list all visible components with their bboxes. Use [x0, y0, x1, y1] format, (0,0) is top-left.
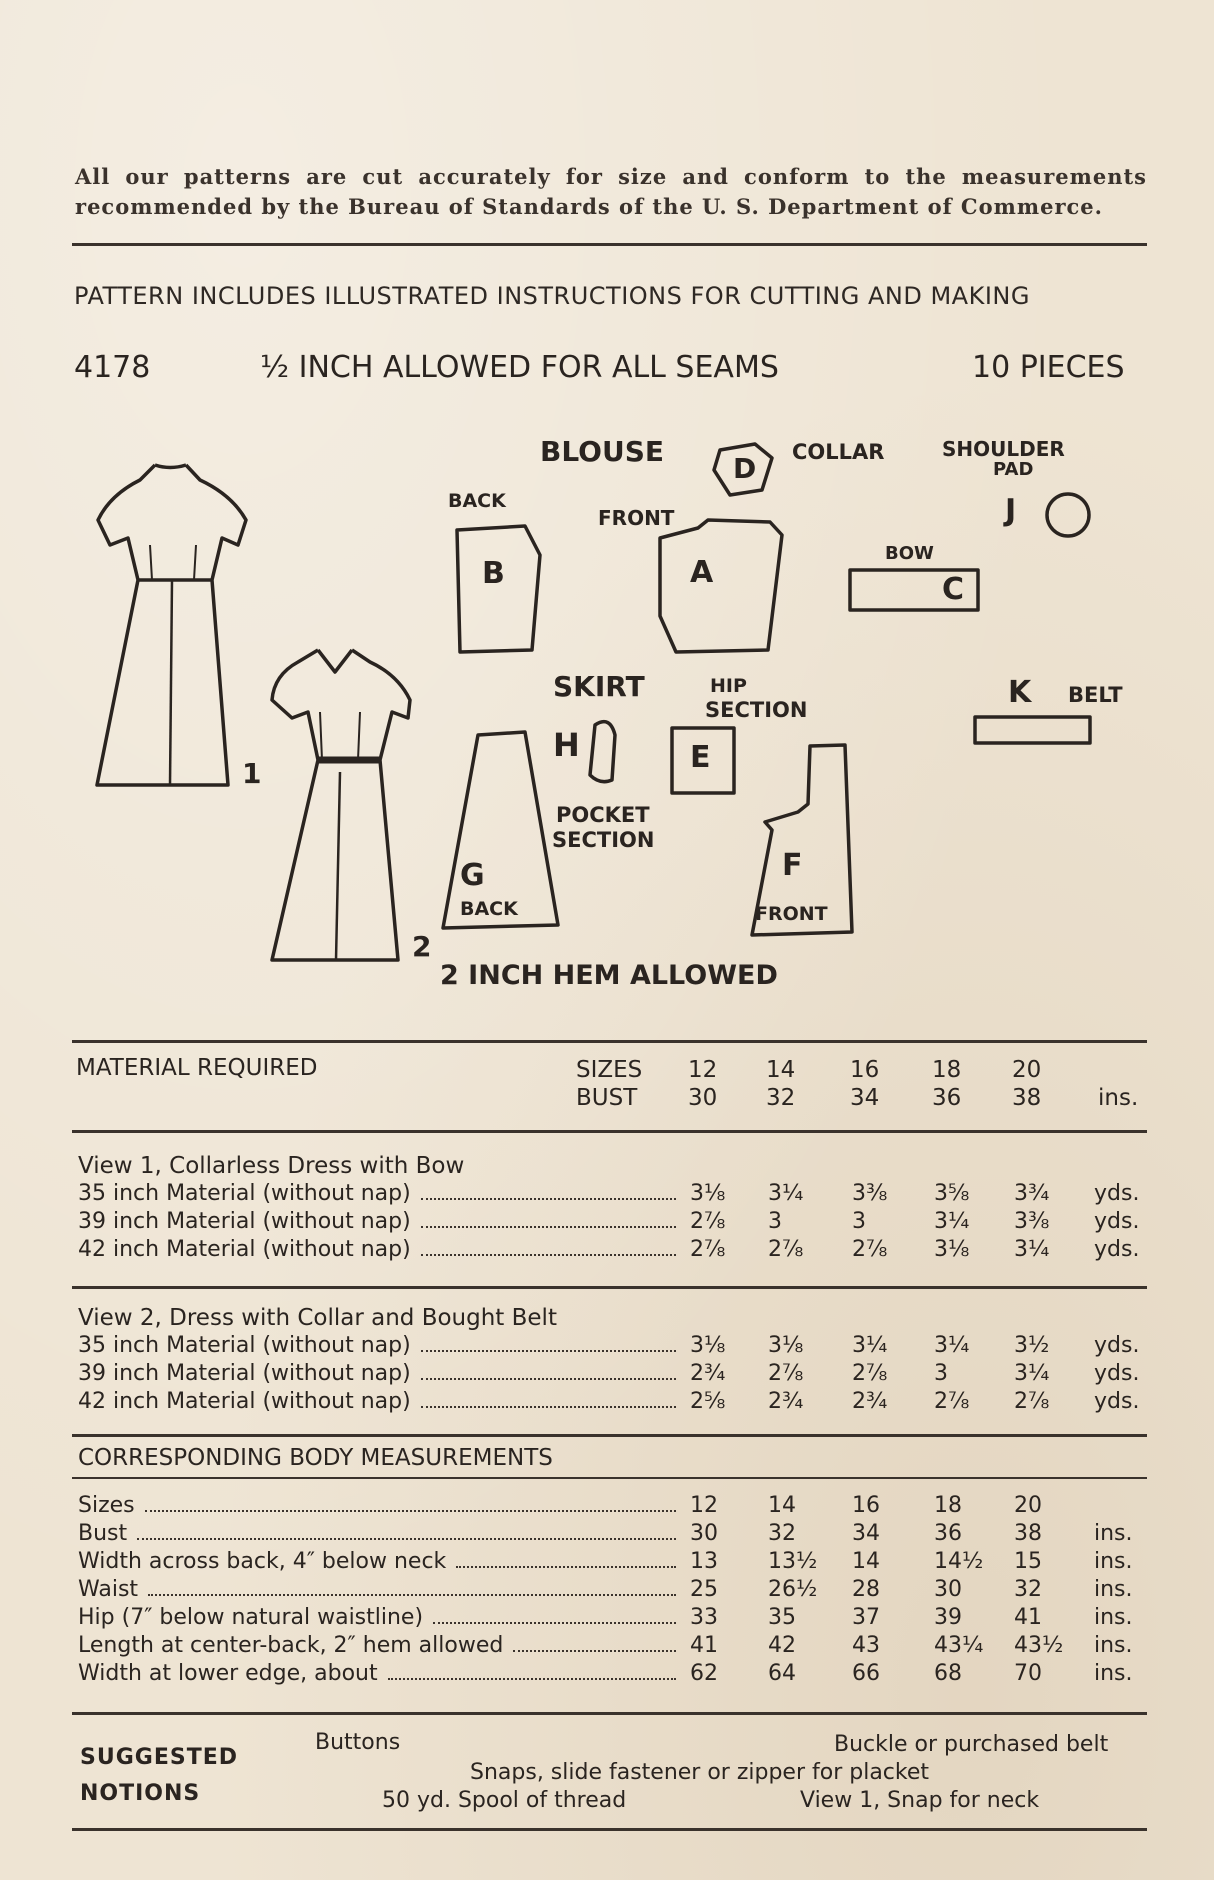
row-value: 2⅞ [690, 1209, 726, 1234]
view1-number: 1 [242, 757, 262, 790]
row-value: 14½ [934, 1549, 984, 1574]
bust-col: 36 [932, 1085, 962, 1111]
instructions-header: PATTERN INCLUDES ILLUSTRATED INSTRUCTIONS FOR CUTTING AND MAKING [74, 282, 1030, 310]
divider [72, 1130, 1147, 1133]
table-row [78, 1521, 1150, 1549]
notions-title [80, 1740, 238, 1812]
row-value: 3½ [1014, 1333, 1050, 1358]
pocket-label-1: POCKET [556, 803, 650, 827]
row-value: 32 [1014, 1577, 1042, 1602]
belt-label: BELT [1068, 683, 1123, 707]
leader-dots [421, 1378, 676, 1380]
table-row [78, 1633, 1150, 1661]
row-value: 14 [768, 1493, 796, 1518]
sizes-label: SIZES [576, 1057, 643, 1083]
table-row [78, 1333, 1150, 1361]
row-value: 36 [934, 1521, 962, 1546]
row-unit: ins. [1094, 1521, 1133, 1546]
row-value: 39 [934, 1605, 962, 1630]
table-row [78, 1209, 1150, 1237]
view1-title: View 1, Collarless Dress with Bow [78, 1153, 465, 1179]
piece-letter-c: C [942, 572, 965, 607]
row-value: 37 [852, 1605, 880, 1630]
notion-snap-neck: View 1, Snap for neck [800, 1788, 1040, 1813]
row-value: 2⅞ [690, 1237, 726, 1262]
row-value: 15 [1014, 1549, 1042, 1574]
piece-a-blouse-front [660, 520, 782, 652]
blouse-back-label: BACK [448, 490, 506, 512]
leader-dots [421, 1406, 676, 1408]
piece-letter-j: J [1005, 493, 1017, 528]
piece-count: 10 PIECES [972, 350, 1125, 385]
row-unit: yds. [1094, 1209, 1140, 1234]
row-value: 42 [768, 1633, 796, 1658]
row-value: 41 [1014, 1605, 1042, 1630]
blouse-front-label: FRONT [598, 506, 675, 530]
notion-buttons: Buttons [315, 1730, 401, 1755]
row-description: 35 inch Material (without nap) [78, 1181, 411, 1206]
row-value: 2⅞ [852, 1237, 888, 1262]
hip-label-1: HIP [710, 675, 747, 697]
row-unit: yds. [1094, 1181, 1140, 1206]
divider [72, 1434, 1147, 1437]
leader-dots [421, 1254, 676, 1256]
row-value: 18 [934, 1493, 962, 1518]
row-unit: ins. [1094, 1661, 1133, 1686]
row-value: 20 [1014, 1493, 1042, 1518]
hip-label-2: SECTION [705, 698, 808, 722]
view1-dress-illustration [97, 465, 246, 785]
row-value: 2¾ [768, 1389, 804, 1414]
row-value: 43 [852, 1633, 880, 1658]
row-value: 2⅞ [934, 1389, 970, 1414]
divider [72, 1477, 1147, 1479]
row-value: 2⅞ [1014, 1389, 1050, 1414]
row-value: 43¼ [934, 1633, 984, 1658]
intro-text: All our patterns are cut accurately for size and conform to the measurements recommended by the Bureau of Standards of the U. S. Department of Commerce. [75, 164, 1147, 219]
notions-title-line1: SUGGESTED [80, 1745, 238, 1770]
piece-h-pocket [590, 722, 615, 782]
divider [72, 1828, 1147, 1831]
bust-label: BUST [576, 1085, 638, 1111]
collar-label: COLLAR [792, 440, 885, 464]
piece-letter-k: K [1008, 675, 1032, 710]
row-description: Bust [78, 1521, 128, 1546]
skirt-label: SKIRT [553, 670, 645, 703]
leader-dots [433, 1622, 676, 1624]
row-unit: ins. [1094, 1549, 1133, 1574]
row-value: 70 [1014, 1661, 1042, 1686]
table-row [78, 1605, 1150, 1633]
pattern-number: 4178 [74, 350, 151, 385]
notion-buckle: Buckle or purchased belt [834, 1732, 1109, 1757]
leader-dots [421, 1226, 676, 1228]
row-value: 38 [1014, 1521, 1042, 1546]
notions-title-line2: NOTIONS [80, 1781, 201, 1806]
table-row [78, 1181, 1150, 1209]
notion-thread: 50 yd. Spool of thread [382, 1788, 627, 1813]
table-row [78, 1549, 1150, 1577]
row-value: 3¼ [1014, 1361, 1050, 1386]
view2-number: 2 [412, 930, 432, 963]
view2-title: View 2, Dress with Collar and Bought Belt [78, 1305, 557, 1331]
table-row [78, 1661, 1150, 1689]
row-value: 64 [768, 1661, 796, 1686]
shoulder-pad-label-2: PAD [993, 459, 1034, 480]
row-value: 13½ [768, 1549, 818, 1574]
row-value: 28 [852, 1577, 880, 1602]
row-value: 16 [852, 1493, 880, 1518]
unit-label: ins. [1098, 1085, 1139, 1111]
row-value: 2¾ [852, 1389, 888, 1414]
bust-col: 38 [1012, 1085, 1042, 1111]
leader-dots [513, 1650, 676, 1652]
row-value: 3¼ [768, 1181, 804, 1206]
row-value: 35 [768, 1605, 796, 1630]
row-description: 39 inch Material (without nap) [78, 1361, 411, 1386]
row-value: 3 [852, 1209, 866, 1234]
piece-letter-b: B [482, 556, 505, 591]
piece-letter-d: D [733, 452, 757, 485]
divider [72, 1040, 1147, 1043]
view2-dress-illustration [272, 650, 410, 960]
leader-dots [148, 1594, 676, 1596]
table-row [78, 1237, 1150, 1265]
row-unit: ins. [1094, 1633, 1133, 1658]
row-unit: yds. [1094, 1389, 1140, 1414]
row-value: 3¼ [1014, 1237, 1050, 1262]
row-value: 2⅝ [690, 1389, 726, 1414]
pocket-label-2: SECTION [552, 828, 655, 852]
bust-col: 30 [688, 1085, 718, 1111]
row-value: 3¼ [852, 1333, 888, 1358]
row-value: 34 [852, 1521, 880, 1546]
row-value: 3⅛ [690, 1333, 726, 1358]
blouse-label: BLOUSE [540, 435, 665, 468]
skirt-front-label: FRONT [755, 903, 828, 925]
row-value: 33 [690, 1605, 718, 1630]
size-col: 16 [850, 1057, 880, 1083]
divider [72, 1286, 1147, 1289]
piece-letter-e: E [690, 740, 711, 775]
body-title: CORRESPONDING BODY MEASUREMENTS [78, 1445, 553, 1471]
row-value: 3⅛ [934, 1237, 970, 1262]
row-value: 3¼ [934, 1209, 970, 1234]
row-value: 26½ [768, 1577, 818, 1602]
row-unit: ins. [1094, 1605, 1133, 1630]
row-value: 30 [690, 1521, 718, 1546]
row-value: 3⅛ [768, 1333, 804, 1358]
row-description: Width across back, 4″ below neck [78, 1549, 447, 1574]
piece-letter-h: H [553, 726, 580, 764]
row-value: 25 [690, 1577, 718, 1602]
table-row [78, 1493, 1150, 1521]
row-value: 14 [852, 1549, 880, 1574]
table-row [78, 1577, 1150, 1605]
piece-letter-a: A [690, 555, 714, 590]
row-value: 66 [852, 1661, 880, 1686]
row-unit: yds. [1094, 1361, 1140, 1386]
row-description: Waist [78, 1577, 139, 1602]
piece-j-shoulder-pad [1047, 494, 1089, 536]
row-value: 2⅞ [768, 1361, 804, 1386]
size-col: 12 [688, 1057, 718, 1083]
table-row [78, 1361, 1150, 1389]
row-value: 2⅞ [768, 1237, 804, 1262]
row-value: 2¾ [690, 1361, 726, 1386]
material-title: MATERIAL REQUIRED [76, 1055, 318, 1081]
seam-allowance: ½ INCH ALLOWED FOR ALL SEAMS [260, 350, 779, 385]
row-description: Width at lower edge, about [78, 1661, 378, 1686]
row-value: 13 [690, 1549, 718, 1574]
leader-dots [456, 1566, 676, 1568]
row-value: 62 [690, 1661, 718, 1686]
row-value: 30 [934, 1577, 962, 1602]
row-value: 12 [690, 1493, 718, 1518]
row-unit: ins. [1094, 1577, 1133, 1602]
row-description: 42 inch Material (without nap) [78, 1389, 411, 1414]
row-description: 35 inch Material (without nap) [78, 1333, 411, 1358]
row-value: 3⅛ [690, 1181, 726, 1206]
piece-letter-g: G [460, 858, 485, 893]
row-value: 41 [690, 1633, 718, 1658]
row-value: 3 [768, 1209, 782, 1234]
hem-label: 2 INCH HEM ALLOWED [440, 960, 778, 991]
skirt-back-label: BACK [460, 898, 518, 920]
size-col: 20 [1012, 1057, 1042, 1083]
bust-col: 32 [766, 1085, 796, 1111]
row-value: 3⅜ [852, 1181, 888, 1206]
row-value: 2⅞ [852, 1361, 888, 1386]
piece-letter-f: F [782, 848, 803, 883]
row-value: 3¼ [934, 1333, 970, 1358]
row-description: Sizes [78, 1493, 135, 1518]
leader-dots [421, 1198, 676, 1200]
notion-snaps: Snaps, slide fastener or zipper for placket [470, 1760, 930, 1785]
leader-dots [145, 1510, 676, 1512]
divider [72, 1712, 1147, 1715]
bow-label: BOW [885, 543, 934, 564]
size-col: 18 [932, 1057, 962, 1083]
row-description: Hip (7″ below natural waistline) [78, 1605, 424, 1630]
row-description: Length at center-back, 2″ hem allowed [78, 1633, 504, 1658]
leader-dots [421, 1350, 676, 1352]
shoulder-pad-label-1: SHOULDER [942, 437, 1065, 461]
row-value: 43½ [1014, 1633, 1064, 1658]
row-value: 32 [768, 1521, 796, 1546]
row-description: 39 inch Material (without nap) [78, 1209, 411, 1234]
row-value: 3⅜ [1014, 1209, 1050, 1234]
row-unit: yds. [1094, 1333, 1140, 1358]
row-value: 68 [934, 1661, 962, 1686]
row-value: 3 [934, 1361, 948, 1386]
row-value: 3¾ [1014, 1181, 1050, 1206]
leader-dots [388, 1678, 676, 1680]
row-description: 42 inch Material (without nap) [78, 1237, 411, 1262]
row-unit: yds. [1094, 1237, 1140, 1262]
size-col: 14 [766, 1057, 796, 1083]
leader-dots [137, 1538, 676, 1540]
piece-k-belt [975, 717, 1090, 743]
bust-col: 34 [850, 1085, 880, 1111]
row-value: 3⅝ [934, 1181, 970, 1206]
table-row [78, 1389, 1150, 1417]
